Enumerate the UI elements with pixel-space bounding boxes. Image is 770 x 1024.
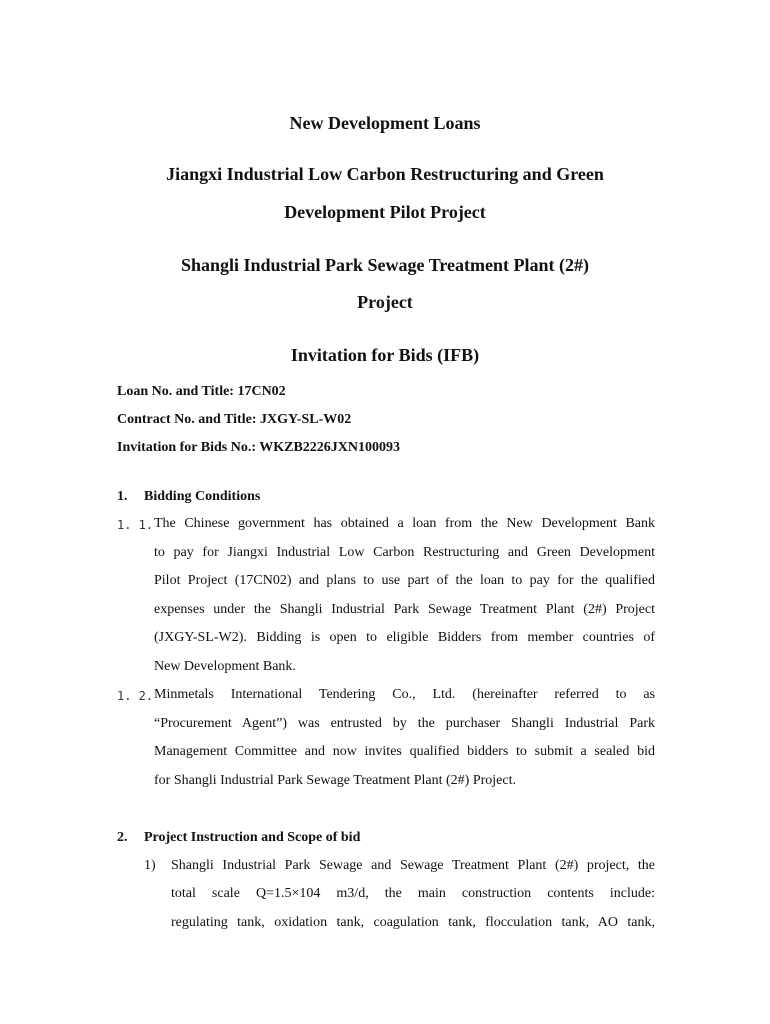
item-1-line: Shangli Industrial Park Sewage and Sewage Treatment Plant (2#) project, the	[171, 858, 655, 873]
section-1-title: Bidding Conditions	[144, 489, 261, 504]
item-1-number: 1)	[144, 858, 156, 873]
clause-1-2-line: Minmetals International Tendering Co., Ltd. (hereinafter referred to as	[154, 687, 655, 702]
clause-1-2-line: for Shangli Industrial Park Sewage Treatment Plant (2#) Project.	[154, 773, 516, 788]
clause-1-1-line: Pilot Project (17CN02) and plans to use part of the loan to pay for the qualified	[154, 573, 655, 588]
clause-1-1-line: (JXGY-SL-W2). Bidding is open to eligible Bidders from member countries of	[154, 630, 655, 645]
item-1-line: total scale Q=1.5×104 m3/d, the main construction contents include:	[171, 886, 655, 901]
section-2-title: Project Instruction and Scope of bid	[144, 830, 361, 845]
clause-1-1-line: expenses under the Shangli Industrial Park Sewage Treatment Plant (2#) Project	[154, 602, 655, 617]
section-2-number: 2.	[117, 830, 128, 845]
section-1-number: 1.	[117, 489, 128, 504]
heading-plant-line1: Shangli Industrial Park Sewage Treatment Plant (2#)	[180, 255, 589, 275]
contract-number: Contract No. and Title: JXGY-SL-W02	[117, 412, 352, 427]
heading-project-line2: Development Pilot Project	[284, 202, 486, 222]
clause-1-1-number: 1. 1.	[117, 518, 154, 532]
heading-loans: New Development Loans	[289, 113, 481, 133]
ifb-number: Invitation for Bids No.: WKZB2226JXN100093	[117, 440, 401, 455]
clause-1-1-line: The Chinese government has obtained a loan from the New Development Bank	[154, 516, 655, 531]
loan-number: Loan No. and Title: 17CN02	[117, 384, 286, 399]
clause-1-1-line: to pay for Jiangxi Industrial Low Carbon Restructuring and Green Development	[154, 545, 655, 560]
heading-project-line1: Jiangxi Industrial Low Carbon Restructuring and Green	[166, 164, 604, 184]
clause-1-2-number: 1. 2.	[117, 689, 154, 703]
heading-plant-line2: Project	[357, 292, 413, 312]
clause-1-1-line: New Development Bank.	[154, 659, 296, 674]
heading-ifb: Invitation for Bids (IFB)	[290, 345, 480, 365]
item-1-line: regulating tank, oxidation tank, coagulation tank, flocculation tank, AO tank,	[171, 915, 655, 930]
clause-1-2-line: “Procurement Agent”) was entrusted by the purchaser Shangli Industrial Park	[154, 716, 655, 731]
clause-1-2-line: Management Committee and now invites qualified bidders to submit a sealed bid	[154, 744, 655, 759]
